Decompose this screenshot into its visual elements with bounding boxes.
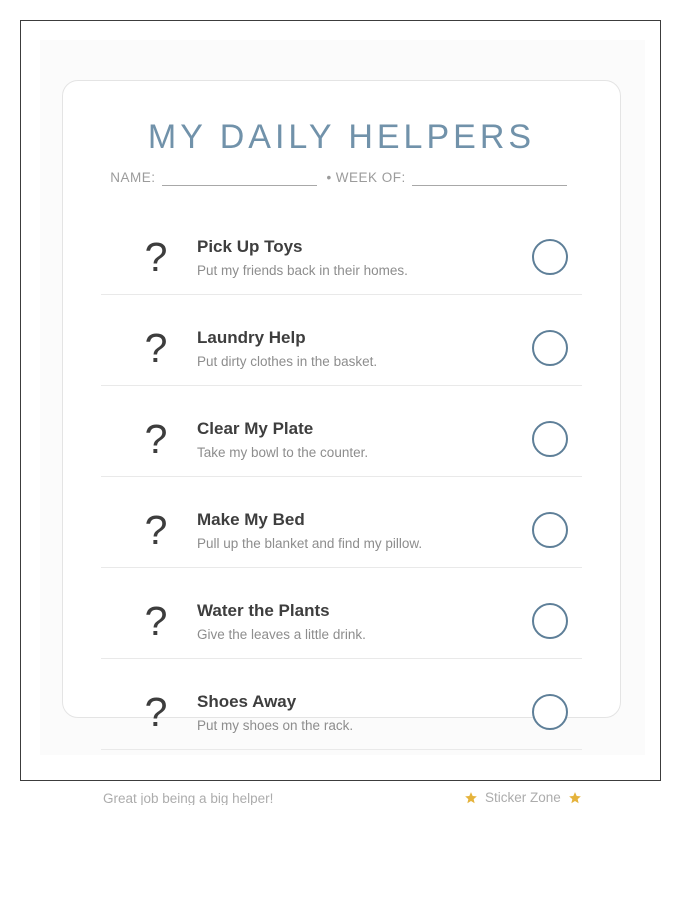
chore-item (101, 204, 582, 295)
chore-text-block (197, 691, 353, 734)
week-of-label: WEEK OF: (335, 170, 406, 185)
chore-emoji-placeholder-icon: ? (144, 324, 168, 371)
chore-list (101, 204, 582, 750)
chore-chart-card (62, 80, 621, 735)
chore-checkbox-circle[interactable] (532, 330, 568, 366)
chore-title: Water the Plants (197, 600, 330, 620)
name-blank-line (162, 171, 317, 186)
name-week-row (63, 169, 620, 186)
chore-emoji-placeholder-icon: ? (144, 597, 168, 644)
sticker-zone (464, 790, 582, 805)
week-blank-line (412, 171, 567, 186)
name-label: NAME: (110, 170, 156, 185)
chore-subtitle: Take my bowl to the counter. (197, 444, 369, 460)
chore-checkbox-circle[interactable] (532, 421, 568, 457)
chore-title: Pick Up Toys (197, 236, 303, 256)
chore-text-block (197, 327, 377, 370)
chore-emoji-placeholder-icon: ? (144, 233, 168, 280)
chore-checkbox-circle[interactable] (532, 603, 568, 639)
chore-item (101, 568, 582, 659)
sticker-zone-label: Sticker Zone (485, 790, 561, 805)
chore-title: Make My Bed (197, 509, 305, 529)
chore-checkbox-circle[interactable] (532, 512, 568, 548)
chore-text-block (197, 509, 422, 552)
chore-emoji-placeholder-icon: ? (144, 415, 168, 462)
page-title: MY DAILY HELPERS (147, 118, 536, 156)
separator-dot: • (326, 170, 332, 185)
star-icon (568, 791, 582, 805)
chore-subtitle: Pull up the blanket and find my pillow. (197, 535, 423, 551)
chore-text-block (197, 600, 366, 643)
chore-subtitle: Put dirty clothes in the basket. (197, 353, 378, 369)
chore-text-block (197, 418, 368, 461)
chore-item (101, 477, 582, 568)
chore-title: Laundry Help (197, 327, 306, 347)
chore-checkbox-circle[interactable] (532, 239, 568, 275)
star-icon (464, 791, 478, 805)
chore-checkbox-circle[interactable] (532, 694, 568, 730)
chore-item (101, 386, 582, 477)
chore-emoji-placeholder-icon: ? (144, 688, 168, 735)
chore-item (101, 659, 582, 750)
chore-subtitle: Give the leaves a little drink. (197, 626, 366, 642)
chore-emoji-placeholder-icon: ? (144, 506, 168, 553)
chore-subtitle: Put my shoes on the rack. (197, 717, 354, 733)
chore-title: Clear My Plate (197, 418, 314, 438)
chore-subtitle: Put my friends back in their homes. (197, 262, 408, 278)
chore-text-block (197, 236, 408, 279)
footer-message: Great job being a big helper! (103, 791, 274, 805)
worksheet-page (40, 40, 645, 755)
chore-title: Shoes Away (197, 691, 297, 711)
chore-item (101, 295, 582, 386)
